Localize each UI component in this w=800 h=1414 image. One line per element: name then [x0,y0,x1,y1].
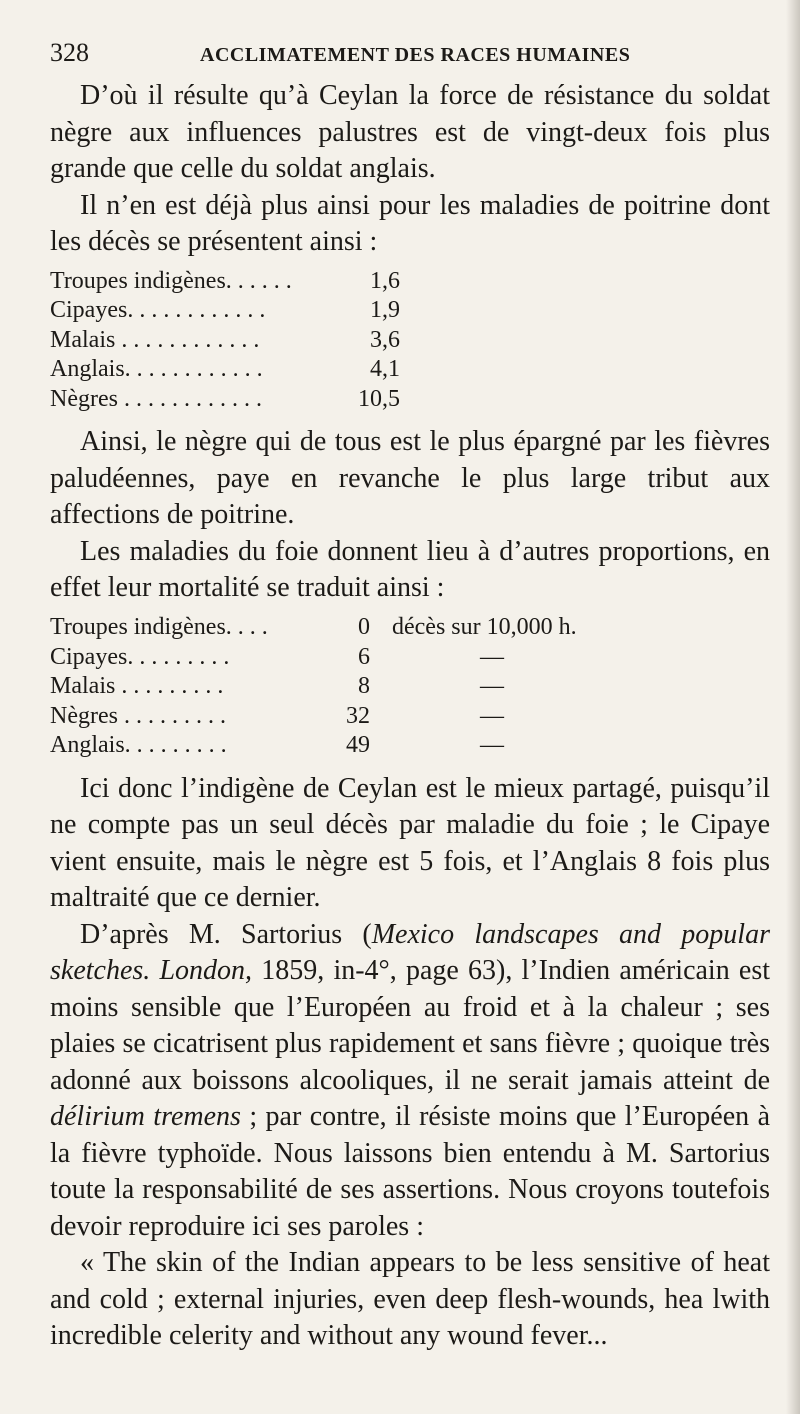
delirium-tremens-italic: délirium tremens [50,1101,241,1133]
table-row [50,672,592,702]
row-label: Troupes indigènes. . . . [50,613,268,640]
paragraph-3: Ainsi, le nègre qui de tous est le plus épargné par les fièvres paludéennes, paye en revanche le plus large tribut aux affections de poitrine. [50,426,770,531]
row-label: Malais . . . . . . . . . [50,673,224,700]
row-dash: — [480,643,504,670]
table-row [50,355,400,385]
table-row [50,296,400,326]
page-header [50,38,770,72]
row-label: Troupes indigènes. . . . . . [50,267,292,294]
table-row [50,267,400,297]
row-value: 1,6 [370,267,400,294]
table-row [50,326,400,356]
table-row [50,385,400,415]
scan-edge-shadow [786,0,800,1414]
row-label: Cipayes. . . . . . . . . . . . [50,297,266,324]
row-value: 10,5 [358,385,400,412]
row-label: Cipayes. . . . . . . . . [50,643,230,670]
table-row [50,613,592,643]
row-dash: — [480,732,504,759]
book-title-italic: Mexico landscapes and popular sketches. London, [50,918,770,987]
table-liver-disease-deaths [50,613,592,761]
row-label: Nègres . . . . . . . . . [50,702,226,729]
row-value: 4,1 [370,356,400,383]
row-label: Anglais. . . . . . . . . [50,732,227,759]
row-value: 0 [358,613,370,640]
row-value: 6 [358,643,370,670]
row-value: 49 [346,732,370,759]
table-row [50,643,592,673]
paragraph-6 [50,917,770,1246]
row-label: Nègres . . . . . . . . . . . . [50,385,262,412]
running-title: ACCLIMATEMENT DES RACES HUMAINES [200,44,631,66]
row-value: 1,9 [370,297,400,324]
row-dash: — [480,702,504,729]
english-quote: « The skin of the Indian appears to be less sensitive of heat and cold ; external injuries, even deep flesh-wounds, hea lwith incredible celerity and without any wound fever... [50,1247,770,1352]
paragraph-5: Ici donc l’indigène de Ceylan est le mieux partagé, puisqu’il ne compte pas un seul décès par maladie du foie ; le Cipaye vient ensuite, mais le nègre est 5 fois, et l’Anglais 8 fois plus maltraité que ce dernier. [50,772,770,914]
table-chest-disease-deaths [50,267,400,415]
paragraph-2: Il n’en est déjà plus ainsi pour les maladies de poitrine dont les décès se présentent ainsi : [50,189,770,257]
row-value: 3,6 [370,326,400,353]
paragraph-6-text-a: D’après M. Sartorius ( [80,918,372,950]
book-page [50,38,770,1355]
page-number: 328 [50,38,89,67]
row-dash: — [480,673,504,700]
table-row [50,702,592,732]
row-label: Malais . . . . . . . . . . . . [50,326,260,353]
paragraph-6-text-b: 1859, in-4°, page 63), l’Indien américain est moins sensible que l’Européen au froid et à la chaleur ; ses plaies se cicatrisent plus rapidement et sans fièvre ; quoique très adonné aux boissons alcooliques, il ne serait jamais atteint de [50,955,771,1096]
row-value: 8 [358,673,370,700]
paragraph-6-text-c: ; par contre, il résiste moins que l’Européen à la fièvre typhoïde. Nous laissons bien entendu à M. Sartorius toute la responsabilité de ses assertions. Nous croyons toutefois devoir reproduire ici ses paroles : [50,1101,770,1242]
row-description: décès sur 10,000 h. [392,613,577,640]
row-value: 32 [346,702,370,729]
table-row [50,731,592,761]
paragraph-4: Les maladies du foie donnent lieu à d’autres proportions, en effet leur mortalité se traduit ainsi : [50,535,770,604]
paragraph-1: D’où il résulte qu’à Ceylan la force de résistance du soldat nègre aux influences palustres est de vingt-deux fois plus grande que celle du soldat anglais. [50,80,770,184]
row-label: Anglais. . . . . . . . . . . . [50,356,263,383]
